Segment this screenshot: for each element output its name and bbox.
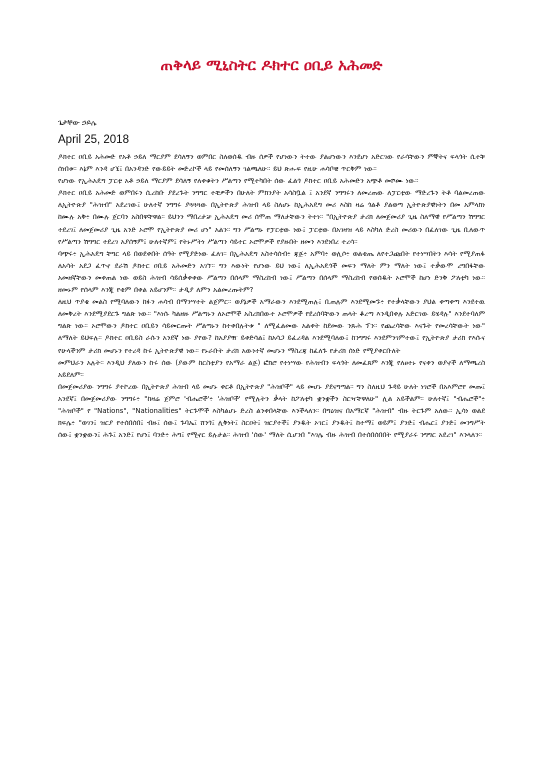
paragraph: የሆነው የኢሕአዴግ ፓርቲ አቶ ኃይለ ማርያም ደሳለኝ የለቀቁትን ሥልጣን የሚተካበት ሰው ፈልጎ ዶክተር ዐቢይ አሕመድን አጭቶ መሾሙ ነው።	[58, 177, 419, 186]
article-body	[58, 151, 485, 441]
paragraph: ዶክተር ዐቢይ አሕመድ የአቶ ኃይለ ማርያም ደሳለኝን ወምበር ስለወሰዱ ብዙ ሰዎች የሆነውን ትተው ያልሆነውን እንደሆነ አድርገው የራሳቸውን ምኞትና ፍላጎት ሲተቹ ሰነበቱ። እኔም እንዳ ሆኜ፤ በአንዳንድ የውይይት መድረኮች ላይ የመሰለኝን ገልጫለሁ። ይህ ጽሑፍ የዚሁ ሐሳቦቼ ጥርቅም ነው።	[58, 153, 485, 174]
paragraph: መምህራን አሉት። እንዲህ ያለውን ኩሩ ሰው (ያውም ከርስቲያን የአማራ ልጅ) ፎክሮ የተነሣው የሕዝብን ፍላጎት ለመፈጸም እንጂ የለፀተኑ የናቀን ወያኖች ለማጫረስ አይደለም።	[58, 358, 485, 379]
paragraph: ለዚህ ጥያቄ መልስ የሚባለውን ከፉን ሐሳብ በማንሣተት ልጀምር። ወያኔዎች አማራውን እንደሚጠሉ፤ ቢጠሉም እንደሚመኙ፥ የተቃላቸውን ያህል ቀጣቀጣ እንደተዉ ለመቅረት እንደሚያደርጉ ግልጽ ነው። "እነሱ ካልዘዙ ሥልጣኑን ለኦሮሞች አስረክበውተ ኦሮሞዎች የደረሰባቸውን ጠላት ቆረጣ እንዲበቀሉ አድርገው ይሄዳሉ" እንደተባለም ግልጽ ነው። ኦሮሞውን ዶክተር ዐቢይን ሳይመርጡት ሥልጣኑን ከተቀበሉትቱ " ለሚፈልመው አልቀት ከደመው ንጹሕ ፕን። የጨረሳቸው እናጉት የመረሳቸውት ነው" ለማለት ይህፍሉ። ዶክተር ዐቢይስ ራሱን አንደኛ ነው ያየው? ከአያያዥ ይቀድሳል፤ ከአሳጋ ይፈረዳል እንደሚባለው፤ ከንግግሩ እንደምንገምተው፤ የኢትዮጵያ ታሪክ የእሱና የሁላችንም ታሪክ መሆኑን የተረዳ ኩሩ ኢትዮጵያዊ ነው። የኑራቡት ታሪክ አውነተኛ መሆኑን ማስረጃ ከፈለጉ የታሪክ ሰነድ የሚያቀርቡለት	[58, 298, 485, 355]
paragraph: በመጀመሪያው ንግግሩ ያተኮረው በኢትዮጵያ ሕዝብ ላይ መሆኑ ቀርቶ በኢትዮጵያ "ሕዝቦች" ላይ መሆኑ ያደናግጣል። ግን ስለዚህ ጉዳይ ሁለት ነገሮች በአእምሮየ መጡ፤ አንደኛ፤ በመጀመሪያው ንግግሩ፥ "ከዛሬ ጀምሮ 'ብሔሮች'፥ 'ሕዝቦች' የሚሉትን ቃላት ከፖለቲካ ቋንቋችን ስርዣቸዋለሁ" ሊል አይችልም። ሁለተኛ፤ "ብሔሮች"፥ "ሕዝቦች" የ "Nations", "Nationalities" ትርጉሞች እስካልሆኑ ድረስ ልንቀበላቸው እንችላለን። በግዕዝና በአማርኛ "ሕዝብ" ብዙ ትርጉም አለው። ኢሳነ ወልደ ክፍሌ፥ "ወገን፤ ዝርያ የተሰበሰበ፤ ብዙ፤ ሰው፤ ጉባኤ፤ ሸንጎ፤ ሊቅነት፤ ስርዐት፤ ዝርያተች፤ ያንዱት ኦገር፤ ያንዱት፤ ከተማ፤ ወይም፤ ያንድ፤ ብሔር፤ ያንድ፤ መንግሥት ሰው፤ ቋንቋውን፤ ሕጉ፤ አንድ፤ የሆነ፤ ባንድ፥ ሕግ፤ የሚኖር ይሉታል። ሕዝብ 'ሰው' ማለት ሲሆንበ "እገሌ ብዙ ሕዝብ በተሰበሰበበት የሚያራሩ ንግግር አደረገ" እንላለን።	[58, 382, 485, 440]
paragraph: ባጭሩ፥ ኢሕአዴግ ቸግር ላይ በወደቀበት ሰዓት የሚያድነው ፈለገ። በኢሕአዴግ አስተሳሰብ፥ ጃጅ፥ አምባ፥ ወሊሶ፥ ወልቂጤ ለየተጋጩበት የተነሣበትን እሳት የሚያጠፋ ለአሳት አደጋ ፈጥኖ ደራሽ ዶክተር ዐቢይ አሕመድን አገኘ። ግን እውነት የሆነው ይህ ነው፤ ለኢሕአዴጎች መፍን ማለት ምን ማለት ነው፤ ተቃውሞ ረግበፋቸው አመዘኛቸውን መቀጠል ነው ወይስ ሕዝብ ሳይሰቃቀቀው ሥልጣን በሰላም ማስረከብ ነው፤ ሥልጣን በሰላም ማስረከብ የወሰዱት ኦሮሞች ከሆነ ድንቅ ፖለቲካ ነው። ዘመኑም የሰላም እንጂ የቂም በቀል አይሆንም። ታዲያ ለምን አልመረጡትም?	[58, 249, 485, 295]
document-title: ጠቅላይ ሚኒስትር ዶክተር ዐቢይ አሕመድ	[160, 56, 383, 74]
paragraph: ዶክተር ዐቢይ አሕመድ ወምበሩን ሲረከቡ ያደረጉት ንግግር ተቺዎችን በሁለት ምክንያት አሳስቧል ፤ አንደኛ ንግግሩን ለመረጠው ለፓርቲው ማድረጉን ትቶ ባልመረጠው ለኢትዮጵያ "ሕዝብ" አደረገው፤ ሁለተኛ ንግግሩ ያጓጓጓው በኢትዮጵያ ሕዝብ ላይ ስለሆኑ ከኢሕአዴግ መሪ እስከ ዛሬ ጎልቶ ያልወጣ ኢትዮጵያዊነትን በመ አምላክነ ከሙሉ አቅ፥ በሙሉ ጀርባን አስበዋቸዋል። ይህንን ማበረታቻ ኢሕአዴግ መሪ ሰሞጠ ማለታቸውን ትተነ። "በኢትዮጵያ ታሪክ ለመጀመሪያ ጊዜ ስለማዊ የሥልጣን ሽግግር ተደረገ፤ ለመጀመሪያ ጊዜ አንድ ኦሮሞ የኢትዮጵያ መሪ ሆነ" አልን። ግን ሥልጣኑ የፓርቲው ነው፤ ፓርቲው በአገዛዝ ላይ እስካለ ድረስ መሪውን በፈለገው ጊዜ ቢለውጥ የሥልጣን ሽግግር ተደረገ አያሰኝም፤ ሁለተኛም፤ የትኑሥትነ ሥልጣን ሳይተር ኦሮሞዎች የያዙበት ዘመን እንደነበረ ተረሳ።	[58, 189, 485, 246]
publication-date: April 25, 2018	[58, 134, 129, 146]
author-name: ጌታቸው ኃይሌ	[58, 118, 97, 127]
